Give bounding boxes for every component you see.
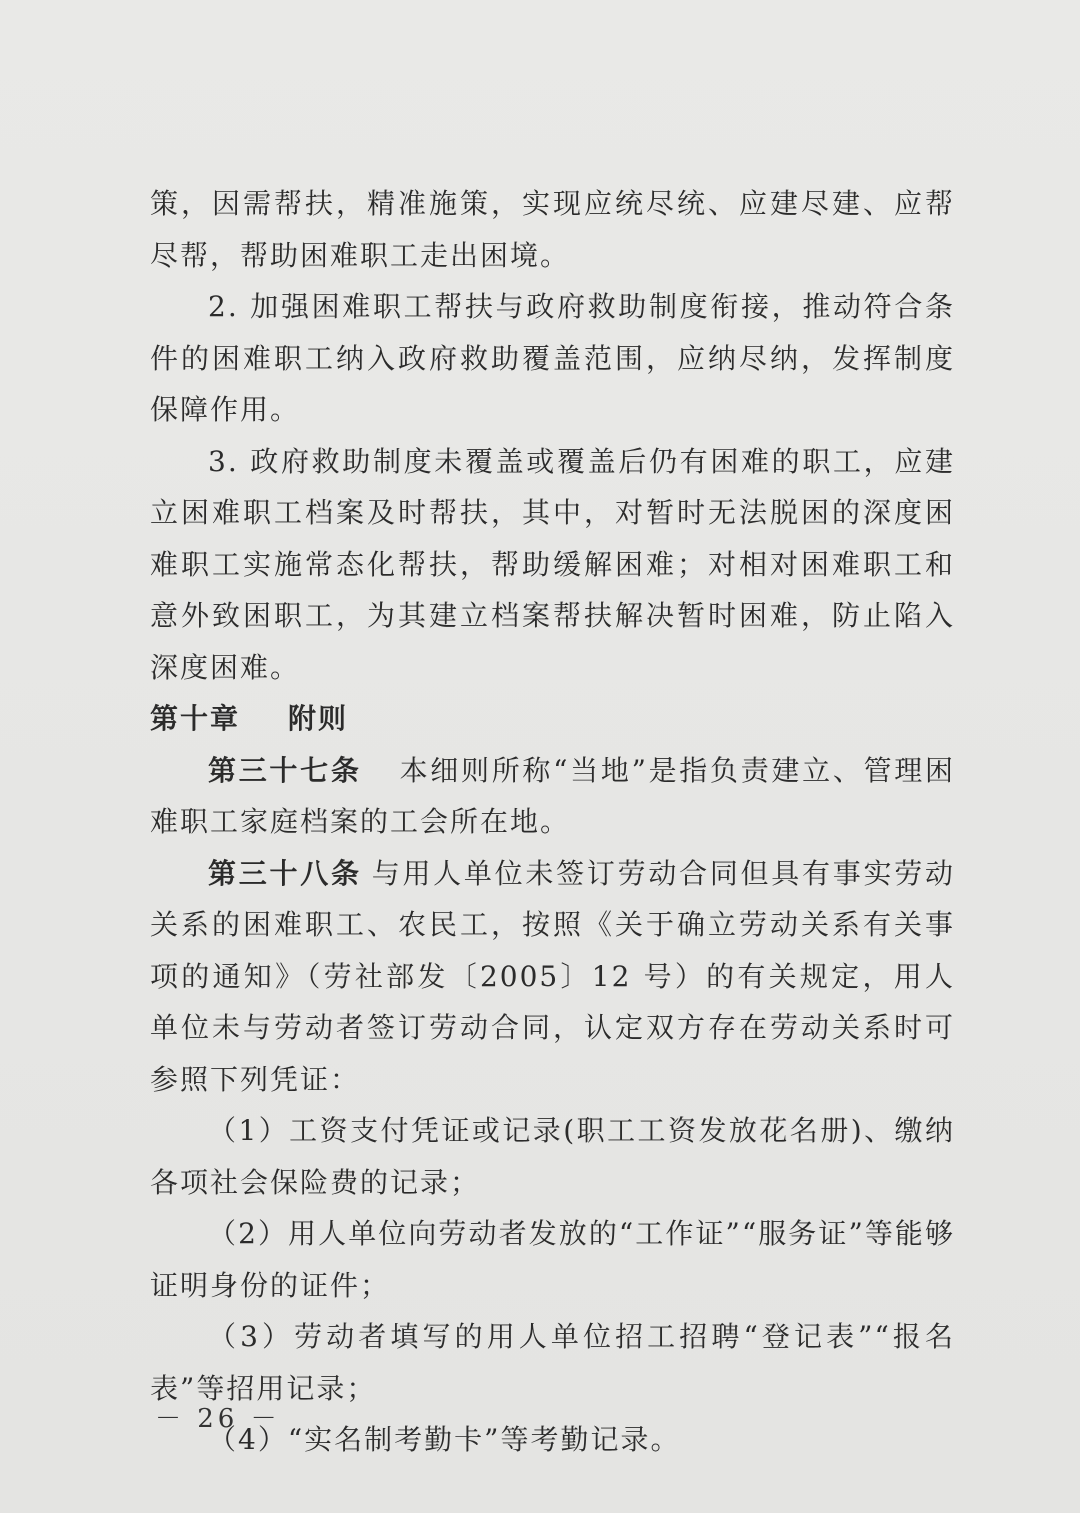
page-number: － 26 －: [155, 1404, 281, 1434]
paragraph-item-3: 3. 政府救助制度未覆盖或覆盖后仍有困难的职工，应建立困难职工档案及时帮扶，其中，对暂时无法脱困的深度困难职工实施常态化帮扶，帮助缓解困难；对相对困难职工和意外致困职工，为其建立档案帮扶解决暂时困难，防止陷入深度困难。: [150, 444, 955, 684]
article-38: [150, 848, 955, 1106]
chapter-title: 附则: [288, 702, 349, 735]
list-item-1: （1）工资支付凭证或记录(职工工资发放花名册)、缴纳各项社会保险费的记录；: [150, 1114, 955, 1199]
article-38-label: 第三十八条: [208, 856, 362, 890]
chapter-heading: [150, 693, 955, 745]
article-38-text: 与用人单位未签订劳动合同但具有事实劳动关系的困难职工、农民工，按照《关于确立劳动关系有关事项的通知》（劳社部发〔2005〕12 号）的有关规定，用人单位未与劳动者签订劳动合同，认定双方存在劳动关系时可参照下列凭证：: [150, 856, 955, 1096]
article-37-text: 本细则所称“当地”是指负责建立、管理困难职工家庭档案的工会所在地。: [150, 753, 955, 838]
article-37: [150, 745, 955, 848]
list-item-4: （4）“实名制考勤卡”等考勤记录。: [208, 1423, 681, 1456]
document-body: [150, 178, 955, 1466]
list-item-2: （2）用人单位向劳动者发放的“工作证”“服务证”等能够证明身份的证件；: [150, 1217, 955, 1302]
paragraph-item-2: 2. 加强困难职工帮扶与政府救助制度衔接，推动符合条件的困难职工纳入政府救助覆盖范围，应纳尽纳，发挥制度保障作用。: [150, 290, 955, 426]
chapter-number: 第十章: [150, 702, 241, 735]
list-item-3: （3）劳动者填写的用人单位招工招聘“登记表”“报名表”等招用记录；: [150, 1320, 955, 1405]
paragraph-continuation: 策，因需帮扶，精准施策，实现应统尽统、应建尽建、应帮尽帮，帮助困难职工走出困境。: [150, 187, 955, 272]
article-37-label: 第三十七条: [208, 753, 362, 787]
